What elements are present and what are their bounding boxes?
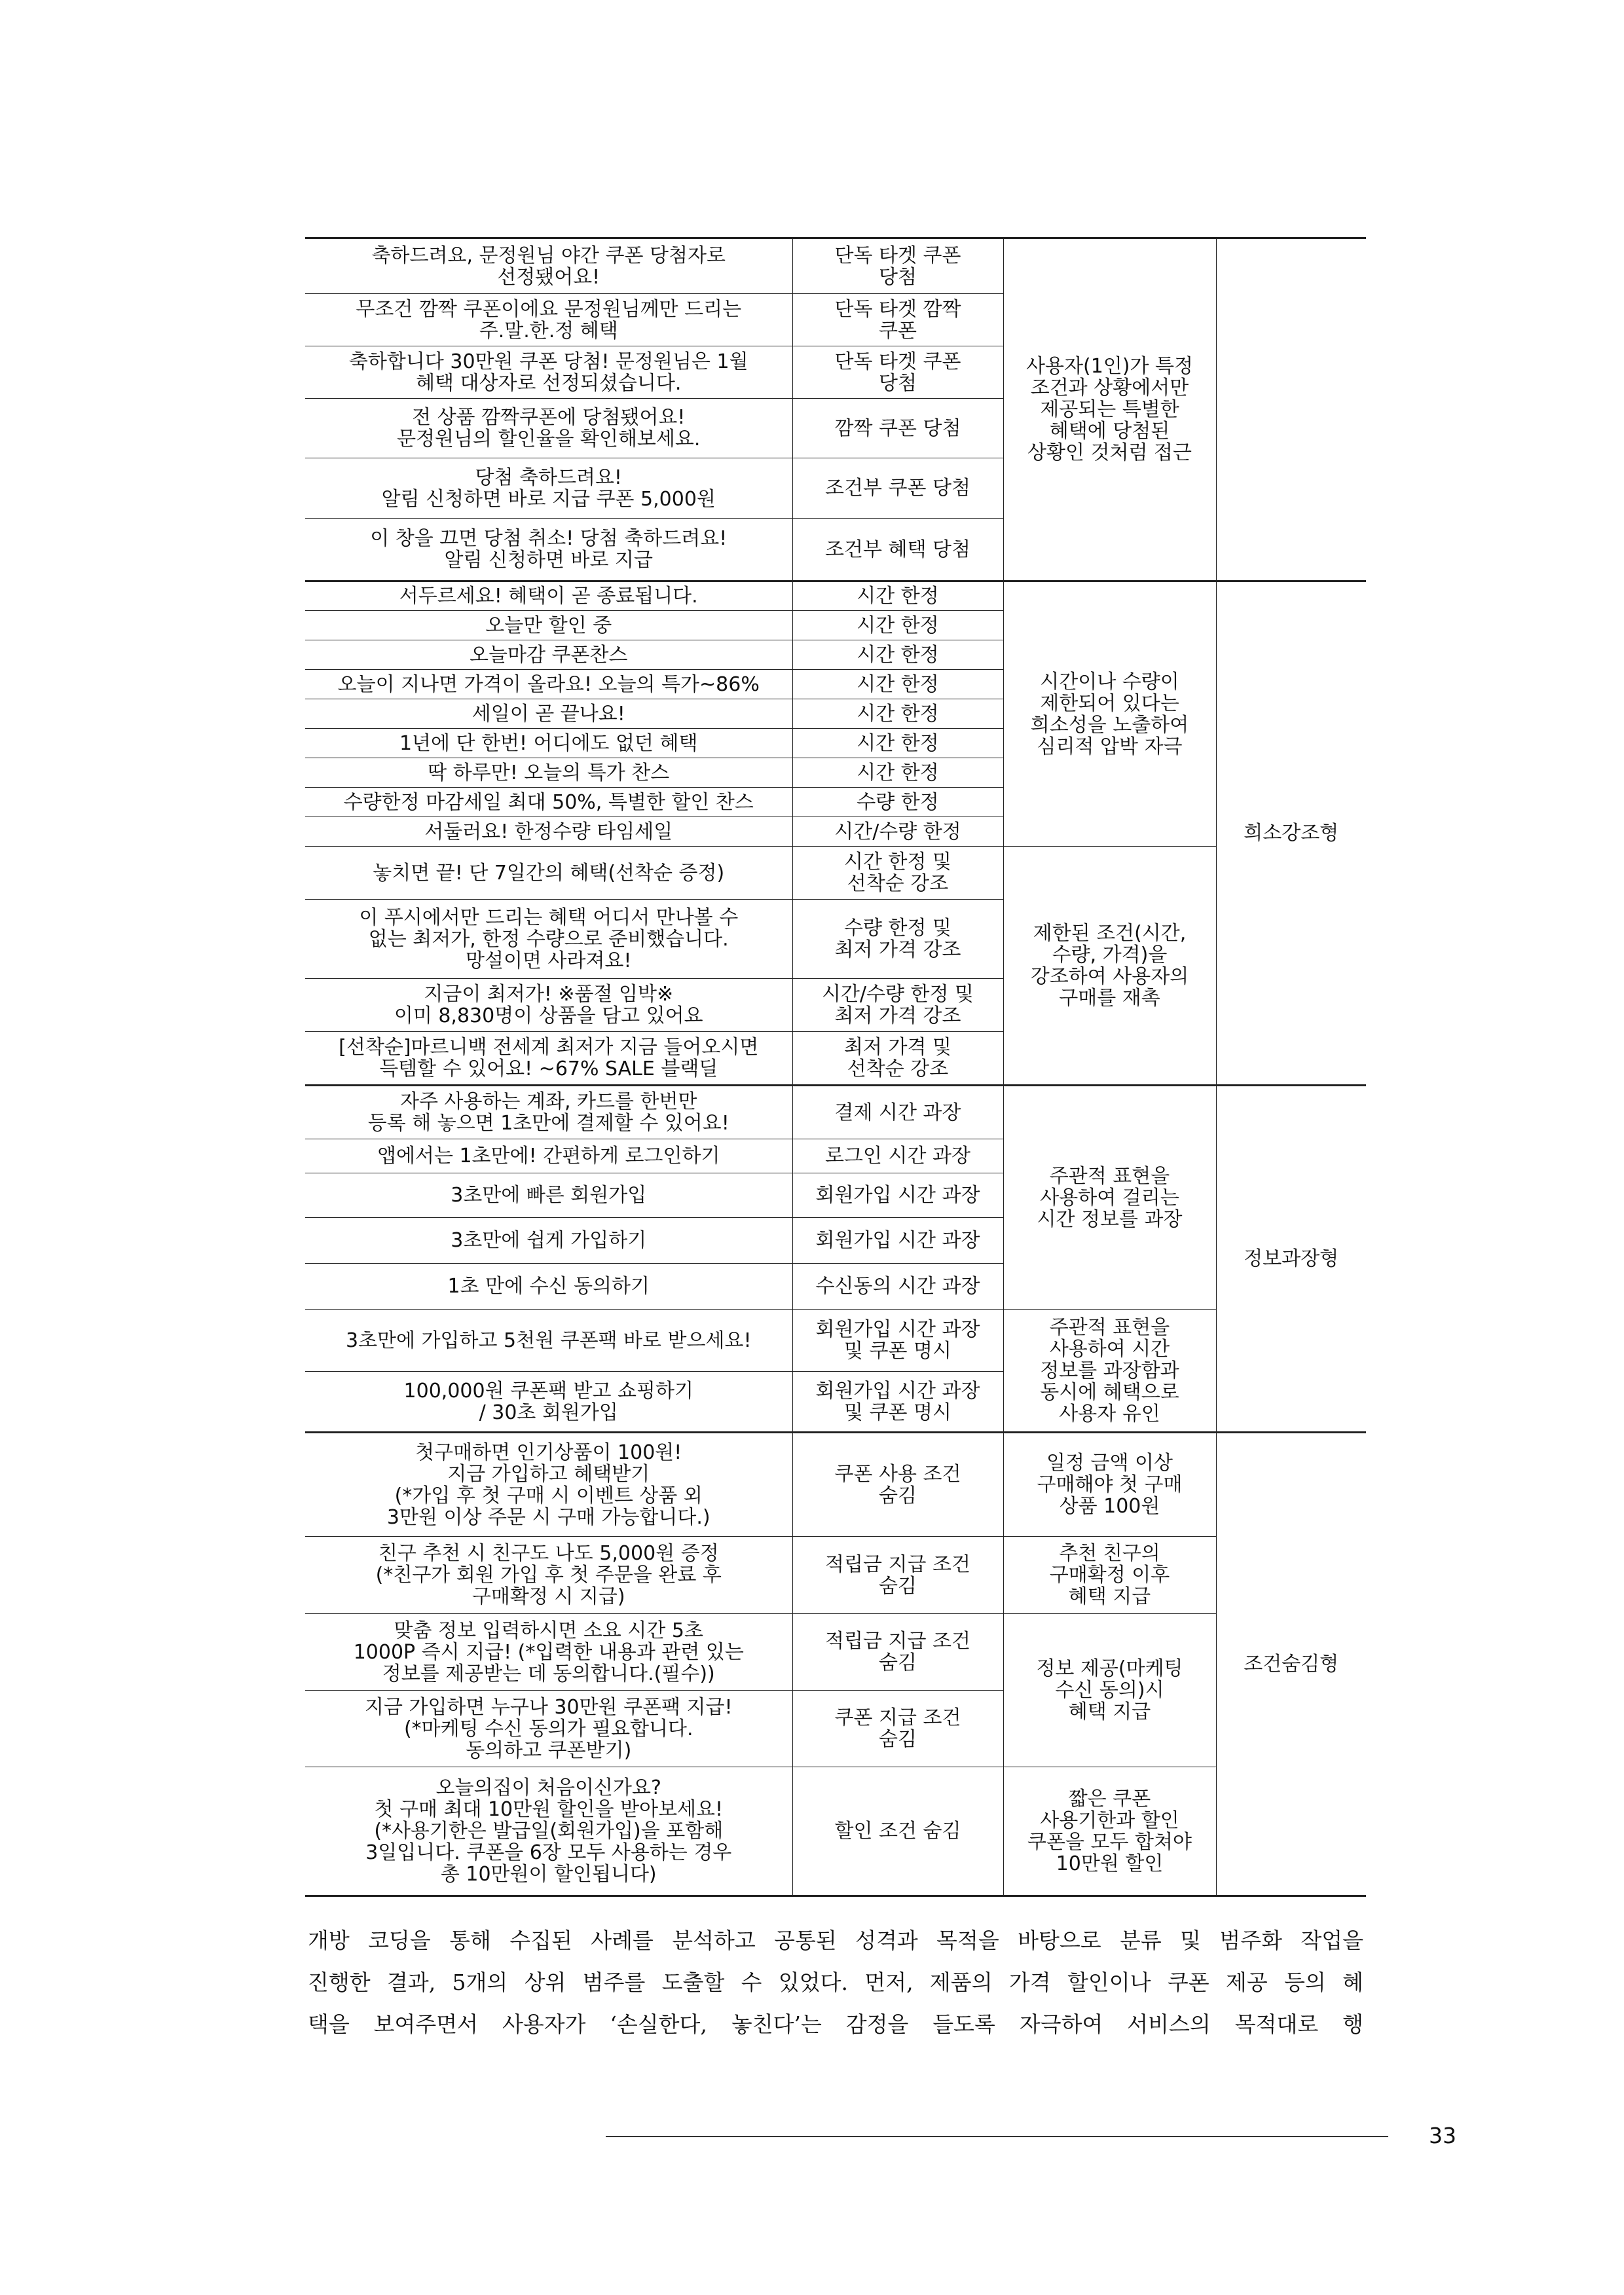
case-text: 오늘이 지나면 가격이 올라요! 오늘의 특가~86% (305, 670, 792, 699)
case-type: 수신동의 시간 과장 (792, 1264, 1003, 1310)
case-text: 무조건 깜짝 쿠폰이에요 문정원님께만 드리는 주.말.한.정 혜택 (305, 294, 792, 346)
table-row (305, 581, 1366, 611)
case-text: 오늘마감 쿠폰찬스 (305, 640, 792, 670)
case-type: 시간 한정 (792, 699, 1003, 729)
paragraph-line: 개방 코딩을 통해 수집된 사례를 분석하고 공통된 성격과 목적을 바탕으로 분류 및 범주화 작업을 (308, 1928, 1363, 1953)
case-type: 깜짝 쿠폰 당첨 (792, 399, 1003, 458)
case-text: 서두르세요! 혜택이 곧 종료됩니다. (305, 581, 792, 611)
case-type: 시간 한정 (792, 729, 1003, 758)
case-text: 3초만에 쉽게 가입하기 (305, 1218, 792, 1264)
case-type: 시간 한정 (792, 640, 1003, 670)
case-text: 맞춤 정보 입력하시면 소요 시간 5초 1000P 즉시 지급! (*입력한 내용과 관련 있는 정보를 제공받는 데 동의합니다.(필수)) (305, 1614, 792, 1691)
case-text: 자주 사용하는 계좌, 카드를 한번만 등록 해 놓으면 1초만에 결제할 수 있어요! (305, 1086, 792, 1139)
table-row (305, 1433, 1366, 1537)
table-row (305, 1537, 1366, 1614)
case-type: 회원가입 시간 과장 (792, 1173, 1003, 1218)
case-text: 오늘의집이 처음이신가요? 첫 구매 최대 10만원 할인을 받아보세요! (*사용기한은 발급일(회원가입)을 포함해 3일입니다. 쿠폰을 6장 모두 사용하는 경우 총 10만원이 할인됩니다) (305, 1767, 792, 1896)
case-type: 적립금 지급 조건 숨김 (792, 1537, 1003, 1614)
table-row (305, 1310, 1366, 1372)
case-type: 회원가입 시간 과장 및 쿠폰 명시 (792, 1310, 1003, 1372)
case-text: 지금 가입하면 누구나 30만원 쿠폰팩 지급! (*마케팅 수신 동의가 필요합니다. 동의하고 쿠폰받기) (305, 1691, 792, 1767)
case-text: 축하합니다 30만원 쿠폰 당첨! 문정원님은 1월 혜택 대상자로 선정되셨습니다. (305, 346, 792, 399)
case-type: 단독 타겟 깜짝 쿠폰 (792, 294, 1003, 346)
body-paragraph (308, 1920, 1363, 2046)
case-type: 할인 조건 숨김 (792, 1767, 1003, 1896)
case-text: 1년에 단 한번! 어디에도 없던 혜택 (305, 729, 792, 758)
case-description: 일정 금액 이상 구매해야 첫 구매 상품 100원 (1003, 1433, 1216, 1537)
case-text: 친구 추천 시 친구도 나도 5,000원 증정 (*친구가 회원 가입 후 첫 주문을 완료 후 구매확정 시 지급) (305, 1537, 792, 1614)
case-type: 적립금 지급 조건 숨김 (792, 1614, 1003, 1691)
case-text: 이 푸시에서만 드리는 혜택 어디서 만나볼 수 없는 최저가, 한정 수량으로 준비했습니다. 망설이면 사라져요! (305, 900, 792, 979)
case-text: 첫구매하면 인기상품이 100원! 지금 가입하고 혜택받기 (*가입 후 첫 구매 시 이벤트 상품 외 3만원 이상 주문 시 구매 가능합니다.) (305, 1433, 792, 1537)
case-description: 사용자(1인)가 특정 조건과 상황에서만 제공되는 특별한 혜택에 당첨된 상황인 것처럼 접근 (1003, 238, 1216, 581)
case-text: 당첨 축하드려요! 알림 신청하면 바로 지급 쿠폰 5,000원 (305, 458, 792, 519)
case-text: 세일이 곧 끝나요! (305, 699, 792, 729)
case-category: 희소강조형 (1216, 581, 1366, 1086)
case-description: 시간이나 수량이 제한되어 있다는 희소성을 노출하여 심리적 압박 자극 (1003, 581, 1216, 847)
case-type: 조건부 혜택 당첨 (792, 519, 1003, 581)
case-description: 추천 친구의 구매확정 이후 혜택 지급 (1003, 1537, 1216, 1614)
case-type: 시간 한정 (792, 581, 1003, 611)
paragraph-line: 택을 보여주면서 사용자가 ‘손실한다, 놓친다’는 감정을 들도록 자극하여 서비스의 목적대로 행 (308, 2011, 1363, 2037)
case-text: 놓치면 끝! 단 7일간의 혜택(선착순 증정) (305, 847, 792, 900)
case-type: 수량 한정 (792, 788, 1003, 817)
case-category: 조건숨김형 (1216, 1433, 1366, 1896)
case-text: 축하드려요, 문정원님 야간 쿠폰 당첨자로 선정됐어요! (305, 238, 792, 294)
case-text: 앱에서는 1초만에! 간편하게 로그인하기 (305, 1139, 792, 1173)
case-type: 쿠폰 사용 조건 숨김 (792, 1433, 1003, 1537)
case-type: 로그인 시간 과장 (792, 1139, 1003, 1173)
case-type: 최저 가격 및 선착순 강조 (792, 1032, 1003, 1086)
case-text: 3초만에 빠른 회원가입 (305, 1173, 792, 1218)
case-text: 딱 하루만! 오늘의 특가 찬스 (305, 758, 792, 788)
case-type: 시간/수량 한정 (792, 817, 1003, 847)
case-description: 주관적 표현을 사용하여 걸리는 시간 정보를 과장 (1003, 1086, 1216, 1310)
case-text: 지금이 최저가! ※품절 임박※ 이미 8,830명이 상품을 담고 있어요 (305, 979, 792, 1032)
case-description: 주관적 표현을 사용하여 시간 정보를 과장함과 동시에 혜택으로 사용자 유인 (1003, 1310, 1216, 1433)
case-text: 전 상품 깜짝쿠폰에 당첨됐어요! 문정원님의 할인율을 확인해보세요. (305, 399, 792, 458)
table-row (305, 1767, 1366, 1896)
case-text: 이 창을 끄면 당첨 취소! 당첨 축하드려요! 알림 신청하면 바로 지급 (305, 519, 792, 581)
case-category (1216, 238, 1366, 581)
case-type: 단독 타겟 쿠폰 당첨 (792, 346, 1003, 399)
case-type: 시간/수량 한정 및 최저 가격 강조 (792, 979, 1003, 1032)
case-text: 3초만에 가입하고 5천원 쿠폰팩 바로 받으세요! (305, 1310, 792, 1372)
table-row (305, 1086, 1366, 1139)
case-text: 100,000원 쿠폰팩 받고 쇼핑하기 / 30초 회원가입 (305, 1372, 792, 1433)
case-type: 회원가입 시간 과장 및 쿠폰 명시 (792, 1372, 1003, 1433)
case-category: 정보과장형 (1216, 1086, 1366, 1433)
case-type: 시간 한정 (792, 670, 1003, 699)
case-type: 쿠폰 지급 조건 숨김 (792, 1691, 1003, 1767)
case-type: 단독 타겟 쿠폰 당첨 (792, 238, 1003, 294)
case-description: 제한된 조건(시간, 수량, 가격)을 강조하여 사용자의 구매를 재촉 (1003, 847, 1216, 1086)
paragraph-line: 진행한 결과, 5개의 상위 범주를 도출할 수 있었다. 먼저, 제품의 가격 할인이나 쿠폰 제공 등의 혜 (308, 1970, 1363, 1995)
case-type: 시간 한정 및 선착순 강조 (792, 847, 1003, 900)
case-type: 결제 시간 과장 (792, 1086, 1003, 1139)
case-text: 수량한정 마감세일 최대 50%, 특별한 할인 찬스 (305, 788, 792, 817)
footer-rule (606, 2136, 1388, 2137)
case-text: 서둘러요! 한정수량 타임세일 (305, 817, 792, 847)
case-text: [선착순]마르니백 전세계 최저가 지금 들어오시면 득템할 수 있어요! ~67% SALE 블랙딜 (305, 1032, 792, 1086)
table-row (305, 847, 1366, 900)
case-type: 회원가입 시간 과장 (792, 1218, 1003, 1264)
case-type: 수량 한정 및 최저 가격 강조 (792, 900, 1003, 979)
case-type: 시간 한정 (792, 758, 1003, 788)
case-text: 오늘만 할인 중 (305, 611, 792, 640)
case-type: 시간 한정 (792, 611, 1003, 640)
table-row (305, 1614, 1366, 1691)
case-description: 짧은 쿠폰 사용기한과 할인 쿠폰을 모두 합쳐야 10만원 할인 (1003, 1767, 1216, 1896)
case-text: 1초 만에 수신 동의하기 (305, 1264, 792, 1310)
page-number: 33 (1429, 2123, 1456, 2148)
table-row (305, 238, 1366, 294)
case-type: 조건부 쿠폰 당첨 (792, 458, 1003, 519)
dark-pattern-table (305, 237, 1366, 1897)
case-description: 정보 제공(마케팅 수신 동의)시 혜택 지급 (1003, 1614, 1216, 1767)
